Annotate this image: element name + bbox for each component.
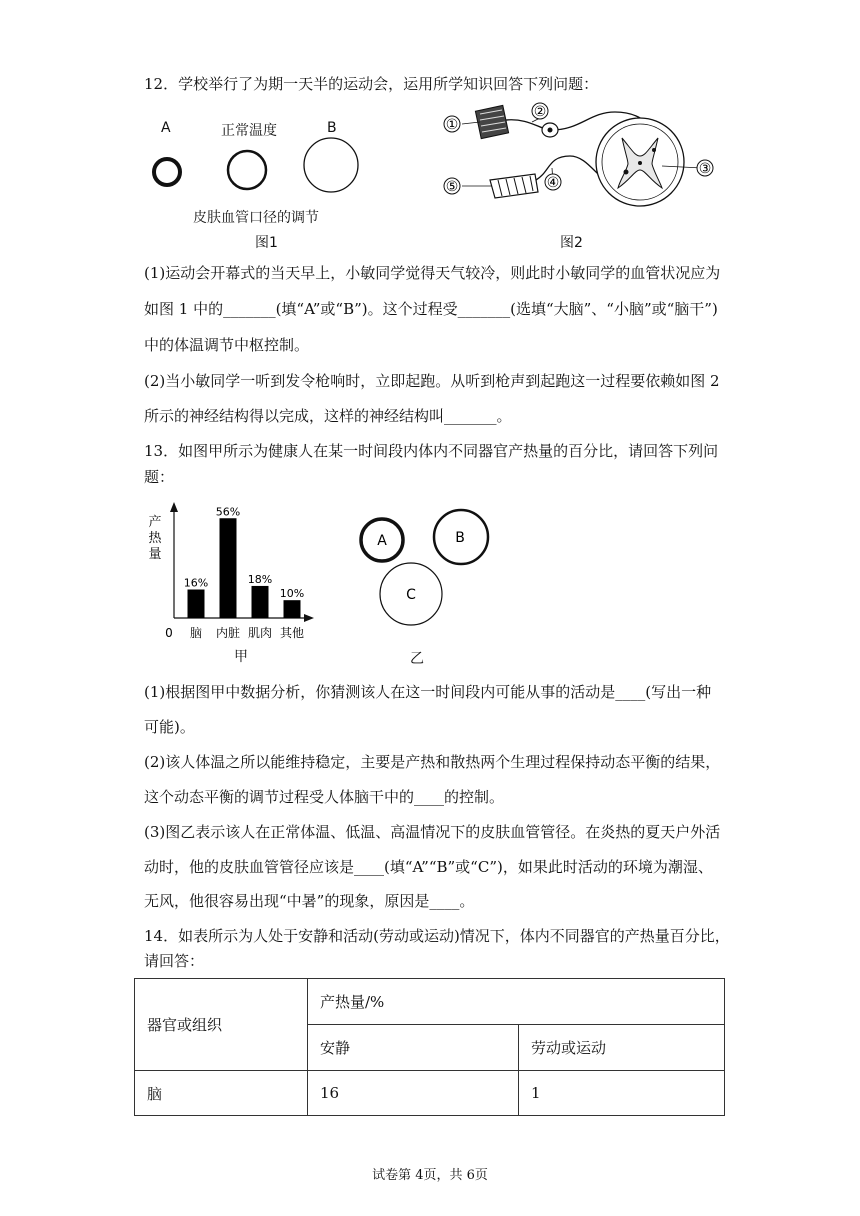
category-label: 肌肉 [247, 626, 273, 640]
q13-stem-line2: 题： [144, 468, 175, 486]
fig1-label-a: A [161, 120, 171, 136]
spinal-cord-drawing [596, 118, 684, 206]
q12-p1-line3: 中的体温调节中枢控制。 [144, 336, 310, 354]
q13-p2-line2: 这个动态平衡的调节过程受人体脑干中的____的控制。 [144, 788, 505, 806]
circle-c-label: C [406, 587, 416, 603]
bar-1 [220, 518, 237, 618]
fig1-vessels [140, 132, 370, 202]
ylabel-char: 热 [148, 531, 162, 546]
fig1-label-normal: 正常温度 [221, 123, 277, 139]
x-axis-arrow [304, 614, 314, 622]
marker-1: ① [445, 117, 459, 133]
bar-value-label: 56% [215, 505, 241, 519]
marker-3: ③ [698, 161, 712, 177]
bar-value-label: 10% [279, 587, 305, 601]
bar-2 [252, 586, 269, 618]
fig2-caption: 图2 [560, 235, 583, 251]
marker-4: ④ [546, 175, 560, 191]
circle-b-label: B [455, 530, 465, 546]
chart-ylabel [148, 514, 162, 562]
circle-a-label: A [377, 533, 387, 549]
page-footer: 试卷第 4页，共 6页 [372, 1168, 488, 1183]
bar-3 [284, 600, 301, 618]
receptor-drawing [475, 105, 508, 138]
category-label: 内脏 [215, 626, 241, 640]
q13-stem-line1: 13．如图甲所示为健康人在某一时间段内体内不同器官产热量的百分比，请回答下列问 [144, 442, 719, 460]
table-cell-rest: 16 [308, 1071, 519, 1116]
chart-caption: 甲 [234, 649, 248, 665]
ylabel-char: 产 [148, 515, 162, 530]
heat-production-table [134, 978, 725, 1116]
effector-drawing [490, 174, 538, 198]
vessel-b-circle [304, 138, 358, 192]
q12-p1-line1: (1)运动会开幕式的当天早上，小敏同学觉得天气较冷，则此时小敏同学的血管状况应为 [144, 264, 721, 282]
q13-p2-line1: (2)该人体温之所以能维持稳定，主要是产热和散热两个生理过程保持动态平衡的结果， [144, 753, 721, 771]
table-header-active: 劳动或运动 [519, 1025, 725, 1071]
q12-p2-line1: (2)当小敏同学一听到发令枪响时，立即起跑。从听到枪声到起跑这一过程要依赖如图 2 [144, 372, 720, 390]
y-axis-arrow [170, 502, 178, 512]
fig1-subtitle: 皮肤血管口径的调节 [193, 210, 319, 226]
figure-yi-circles [350, 508, 500, 648]
marker-2: ② [533, 104, 547, 120]
vessel-a-circle [154, 159, 180, 185]
q13-p3-line3: 无风，他很容易出现“中暑”的现象，原因是____。 [144, 892, 475, 910]
q13-p3-line1: (3)图乙表示该人在正常体温、低温、高温情况下的皮肤血管管径。在炎热的夏天户外活 [144, 823, 721, 841]
q14-stem-line1: 14．如表所示为人处于安静和活动(劳动或运动)情况下，体内不同器官的产热量百分比， [144, 927, 730, 945]
q13-p3-line2: 动时，他的皮肤血管管径应该是____(填“A”“B”或“C”)，如果此时活动的环境为潮湿、 [144, 858, 713, 876]
q12-p1-line2: 如图 1 中的_______(填“A”或“B”)。这个过程受_______(选填“大脑”、“小脑”或“脑干”) [144, 300, 718, 318]
table-header-group: 产热量/% [308, 979, 725, 1025]
reflex-arc-diagram [440, 100, 720, 218]
table-header-rest: 安静 [308, 1025, 519, 1071]
fig1-label-b: B [327, 120, 337, 136]
bar-value-label: 18% [247, 572, 273, 586]
table-row [135, 1071, 725, 1116]
category-label: 其他 [279, 626, 305, 640]
vessel-normal-circle [228, 151, 266, 189]
marker-5: ⑤ [445, 179, 459, 195]
bar-value-label: 16% [183, 576, 209, 590]
bar-0 [188, 590, 205, 619]
origin-label: 0 [165, 626, 173, 640]
table-header-organ: 器官或组织 [135, 979, 308, 1071]
q13-p1-line2: 可能)。 [144, 718, 195, 736]
circles-caption: 乙 [410, 651, 424, 667]
fig1-caption: 图1 [255, 235, 278, 251]
q12-p2-line2: 所示的神经结构得以完成，这样的神经结构叫_______。 [144, 407, 512, 425]
heat-production-chart [140, 496, 320, 646]
table-cell-organ: 脑 [135, 1071, 308, 1116]
q13-p1-line1: (1)根据图甲中数据分析，你猜测该人在这一时间段内可能从事的活动是____(写出一种 [144, 683, 712, 701]
category-label: 脑 [189, 626, 203, 640]
table-cell-active: 1 [519, 1071, 725, 1116]
q12-stem: 12．学校举行了为期一天半的运动会，运用所学知识回答下列问题： [144, 75, 599, 93]
ylabel-char: 量 [148, 547, 162, 562]
q14-stem-line2: 请回答： [144, 952, 205, 970]
